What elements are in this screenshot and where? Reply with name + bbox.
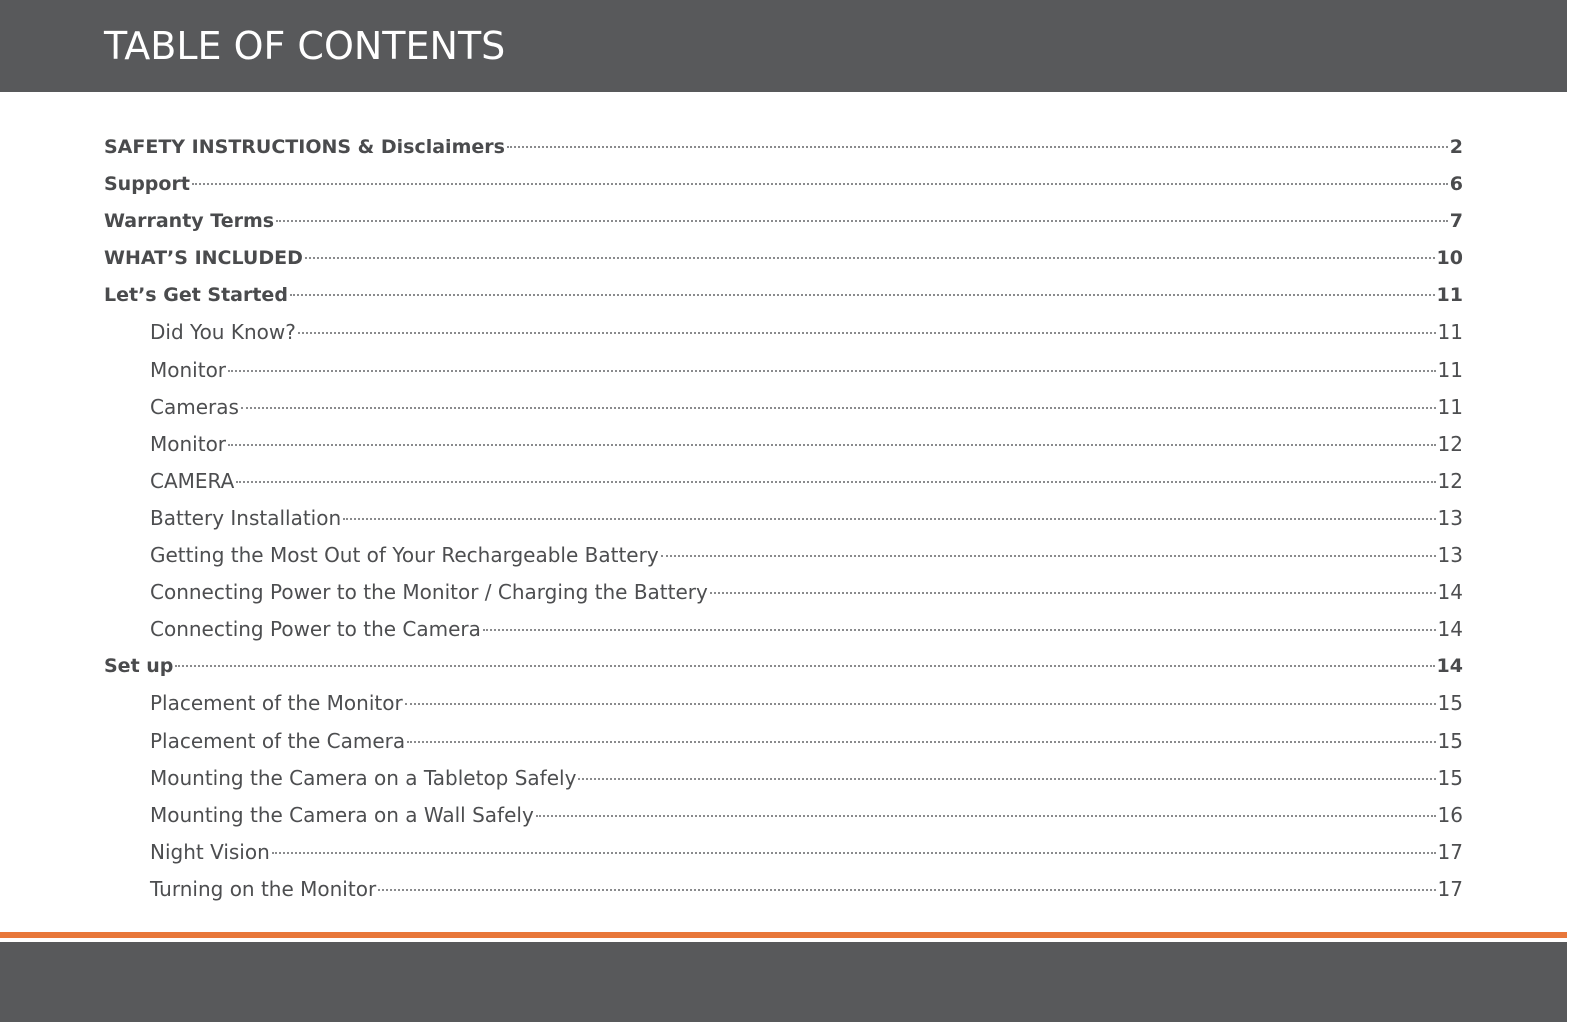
toc-subsection-entry[interactable] [104, 760, 1463, 797]
toc-entry-label: Turning on the Monitor [150, 876, 377, 901]
toc-dot-leader [228, 444, 1436, 446]
toc-entry-page-number: 11 [1437, 357, 1463, 382]
toc-entry-page-number: 12 [1437, 431, 1463, 456]
toc-dot-leader [276, 220, 1448, 222]
header-bar [0, 0, 1567, 92]
toc-entry-page-number: 14 [1437, 617, 1463, 642]
toc-dot-leader [236, 481, 1435, 483]
toc-entry-page-number: 14 [1436, 655, 1463, 678]
toc-entry-page-number: 13 [1437, 543, 1463, 568]
toc-entry-label: Monitor [150, 357, 227, 382]
toc-entry-label: Connecting Power to the Monitor / Charging the Battery [150, 580, 708, 605]
toc-dot-leader [661, 555, 1436, 557]
toc-subsection-entry[interactable] [104, 723, 1463, 760]
toc-dot-leader [405, 703, 1436, 705]
toc-entry-label: Connecting Power to the Camera [150, 617, 481, 642]
toc-dot-leader [241, 407, 1436, 409]
toc-dot-leader [407, 741, 1435, 743]
toc-subsection-entry[interactable] [104, 352, 1463, 389]
toc-dot-leader [578, 778, 1435, 780]
toc-subsection-entry[interactable] [104, 797, 1463, 834]
toc-subsection-entry[interactable] [104, 314, 1463, 351]
toc-dot-leader [272, 852, 1436, 854]
toc-subsection-entry[interactable] [104, 426, 1463, 463]
toc-subsection-entry[interactable] [104, 463, 1463, 500]
toc-section-entry[interactable] [104, 203, 1463, 240]
toc-entry-label: Battery Installation [150, 505, 342, 530]
toc-entry-label: Getting the Most Out of Your Rechargeable Battery [150, 543, 659, 568]
toc-section-entry[interactable] [104, 166, 1463, 203]
toc-entry-label: Mounting the Camera on a Wall Safely [150, 802, 534, 827]
toc-entry-page-number: 7 [1449, 210, 1463, 233]
toc-entry-page-number: 15 [1437, 691, 1463, 716]
page-title: TABLE OF CONTENTS [104, 24, 506, 68]
toc-entry-page-number: 11 [1436, 284, 1463, 307]
toc-entry-label: Night Vision [150, 839, 270, 864]
toc-entry-label: Placement of the Camera [150, 728, 406, 753]
toc-entry-label: Monitor [150, 431, 227, 456]
toc-subsection-entry[interactable] [104, 834, 1463, 871]
toc-entry-label: Support [104, 173, 190, 196]
toc-entry-label: Mounting the Camera on a Tabletop Safely [150, 765, 577, 790]
toc-dot-leader [710, 592, 1436, 594]
toc-subsection-entry[interactable] [104, 500, 1463, 537]
toc-entry-page-number: 12 [1437, 468, 1463, 493]
toc-entry-page-number: 17 [1437, 839, 1463, 864]
toc-entry-label: CAMERA [150, 468, 235, 493]
toc-dot-leader [507, 146, 1448, 148]
toc-entry-page-number: 10 [1436, 247, 1463, 270]
toc-subsection-entry[interactable] [104, 871, 1463, 908]
toc-section-entry[interactable] [104, 277, 1463, 314]
toc-entry-label: Placement of the Monitor [150, 691, 403, 716]
toc-dot-leader [298, 332, 1436, 334]
toc-entry-label: Let’s Get Started [104, 284, 288, 307]
toc-dot-leader [378, 889, 1435, 891]
toc-subsection-entry[interactable] [104, 537, 1463, 574]
toc-entry-page-number: 6 [1449, 173, 1463, 196]
toc-entry-label: Warranty Terms [104, 210, 275, 233]
toc-dot-leader [536, 815, 1436, 817]
toc-entry-page-number: 15 [1437, 765, 1463, 790]
toc-section-entry[interactable] [104, 648, 1463, 685]
footer-bar [0, 942, 1567, 1022]
toc-entry-page-number: 16 [1437, 802, 1463, 827]
toc-entry-label: Set up [104, 655, 174, 678]
toc-entry-page-number: 11 [1437, 394, 1463, 419]
toc-dot-leader [305, 257, 1435, 259]
toc-subsection-entry[interactable] [104, 574, 1463, 611]
toc-subsection-entry[interactable] [104, 389, 1463, 426]
toc-section-entry[interactable] [104, 129, 1463, 166]
toc-dot-leader [175, 665, 1434, 667]
toc-dot-leader [192, 183, 1448, 185]
footer-accent-rule [0, 932, 1567, 938]
toc-entry-page-number: 13 [1437, 505, 1463, 530]
toc-entry-page-number: 14 [1437, 580, 1463, 605]
toc-section-entry[interactable] [104, 240, 1463, 277]
toc-entry-page-number: 17 [1437, 876, 1463, 901]
toc-dot-leader [483, 629, 1436, 631]
toc-entry-label: SAFETY INSTRUCTIONS & Disclaimers [104, 136, 505, 158]
toc-entry-label: WHAT’S INCLUDED [104, 247, 303, 270]
toc-dot-leader [343, 518, 1435, 520]
toc-dot-leader [290, 294, 1435, 296]
toc-subsection-entry[interactable] [104, 685, 1463, 722]
table-of-contents [104, 129, 1463, 908]
toc-entry-page-number: 2 [1449, 136, 1463, 158]
toc-dot-leader [228, 370, 1436, 372]
toc-entry-label: Did You Know? [150, 320, 296, 345]
toc-entry-page-number: 15 [1437, 728, 1463, 753]
toc-subsection-entry[interactable] [104, 611, 1463, 648]
toc-entry-page-number: 11 [1437, 320, 1463, 345]
toc-entry-label: Cameras [150, 394, 239, 419]
